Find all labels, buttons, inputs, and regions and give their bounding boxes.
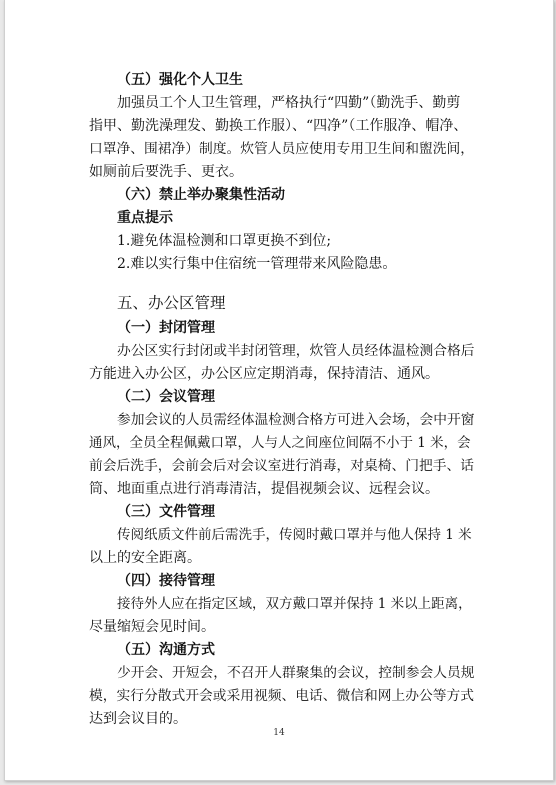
paragraph-communication-line-3: 达到会议目的。 xyxy=(89,711,187,727)
tip-item-2: 2.难以实行集中住宿统一管理带来风险隐患。 xyxy=(117,256,397,272)
heading-strengthen-hygiene: （五）强化个人卫生 xyxy=(117,72,243,88)
heading-document-management: （三）文件管理 xyxy=(117,504,215,520)
paragraph-document-line-2: 以上的安全距离。 xyxy=(89,550,201,566)
tip-item-1: 1.避免体温检测和口罩更换不到位; xyxy=(117,233,332,249)
heading-meeting-management: （二）会议管理 xyxy=(117,389,215,405)
heading-reception-management: （四）接待管理 xyxy=(117,573,215,589)
paragraph-hygiene-line-2: 指甲、勤洗澡理发、勤换工作服）、“四净”（工作服净、帽净、 xyxy=(89,118,468,134)
paragraph-closed-line-2: 方能进入办公区，办公区应定期消毒，保持清洁、通风。 xyxy=(89,366,439,382)
paragraph-meeting-line-2: 通风，全员全程佩戴口罩，人与人之间座位间隔不小于 1 米，会 xyxy=(89,435,471,451)
heading-ban-gatherings: （六）禁止举办聚集性活动 xyxy=(117,187,285,203)
document-page xyxy=(4,0,554,781)
paragraph-reception-line-1: 接待外人应在指定区域，双方戴口罩并保持 1 米以上距离， xyxy=(117,596,472,612)
heading-key-tips: 重点提示 xyxy=(117,210,173,226)
paragraph-hygiene-line-1: 加强员工个人卫生管理，严格执行“四勤”（勤洗手、勤剪 xyxy=(117,95,461,111)
page-number: 14 xyxy=(273,728,285,738)
paragraph-communication-line-2: 模，实行分散式开会或采用视频、电话、微信和网上办公等方式 xyxy=(89,688,475,704)
paragraph-reception-line-2: 尽量缩短会见时间。 xyxy=(89,619,215,635)
paragraph-hygiene-line-3: 口罩净、围裙净）制度。炊管人员应使用专用卫生间和盥洗间， xyxy=(89,141,475,157)
paragraph-hygiene-line-4: 如厕前后要洗手、更衣。 xyxy=(89,164,243,180)
paragraph-meeting-line-4: 筒、地面重点进行消毒清洁，提倡视频会议、远程会议。 xyxy=(89,481,439,497)
paragraph-communication-line-1: 少开会、开短会，不召开人群聚集的会议，控制参会人员规 xyxy=(117,665,475,681)
section-office-management: 五、办公区管理 xyxy=(117,294,226,312)
heading-closed-management: （一）封闭管理 xyxy=(117,320,215,336)
paragraph-meeting-line-1: 参加会议的人员需经体温检测合格方可进入会场，会中开窗 xyxy=(117,412,475,428)
paragraph-meeting-line-3: 前会后洗手，会前会后对会议室进行消毒，对桌椅、门把手、话 xyxy=(89,458,475,474)
paragraph-document-line-1: 传阅纸质文件前后需洗手，传阅时戴口罩并与他人保持 1 米 xyxy=(117,527,472,543)
paragraph-closed-line-1: 办公区实行封闭或半封闭管理，炊管人员经体温检测合格后 xyxy=(117,343,475,359)
heading-communication: （五）沟通方式 xyxy=(117,642,215,658)
